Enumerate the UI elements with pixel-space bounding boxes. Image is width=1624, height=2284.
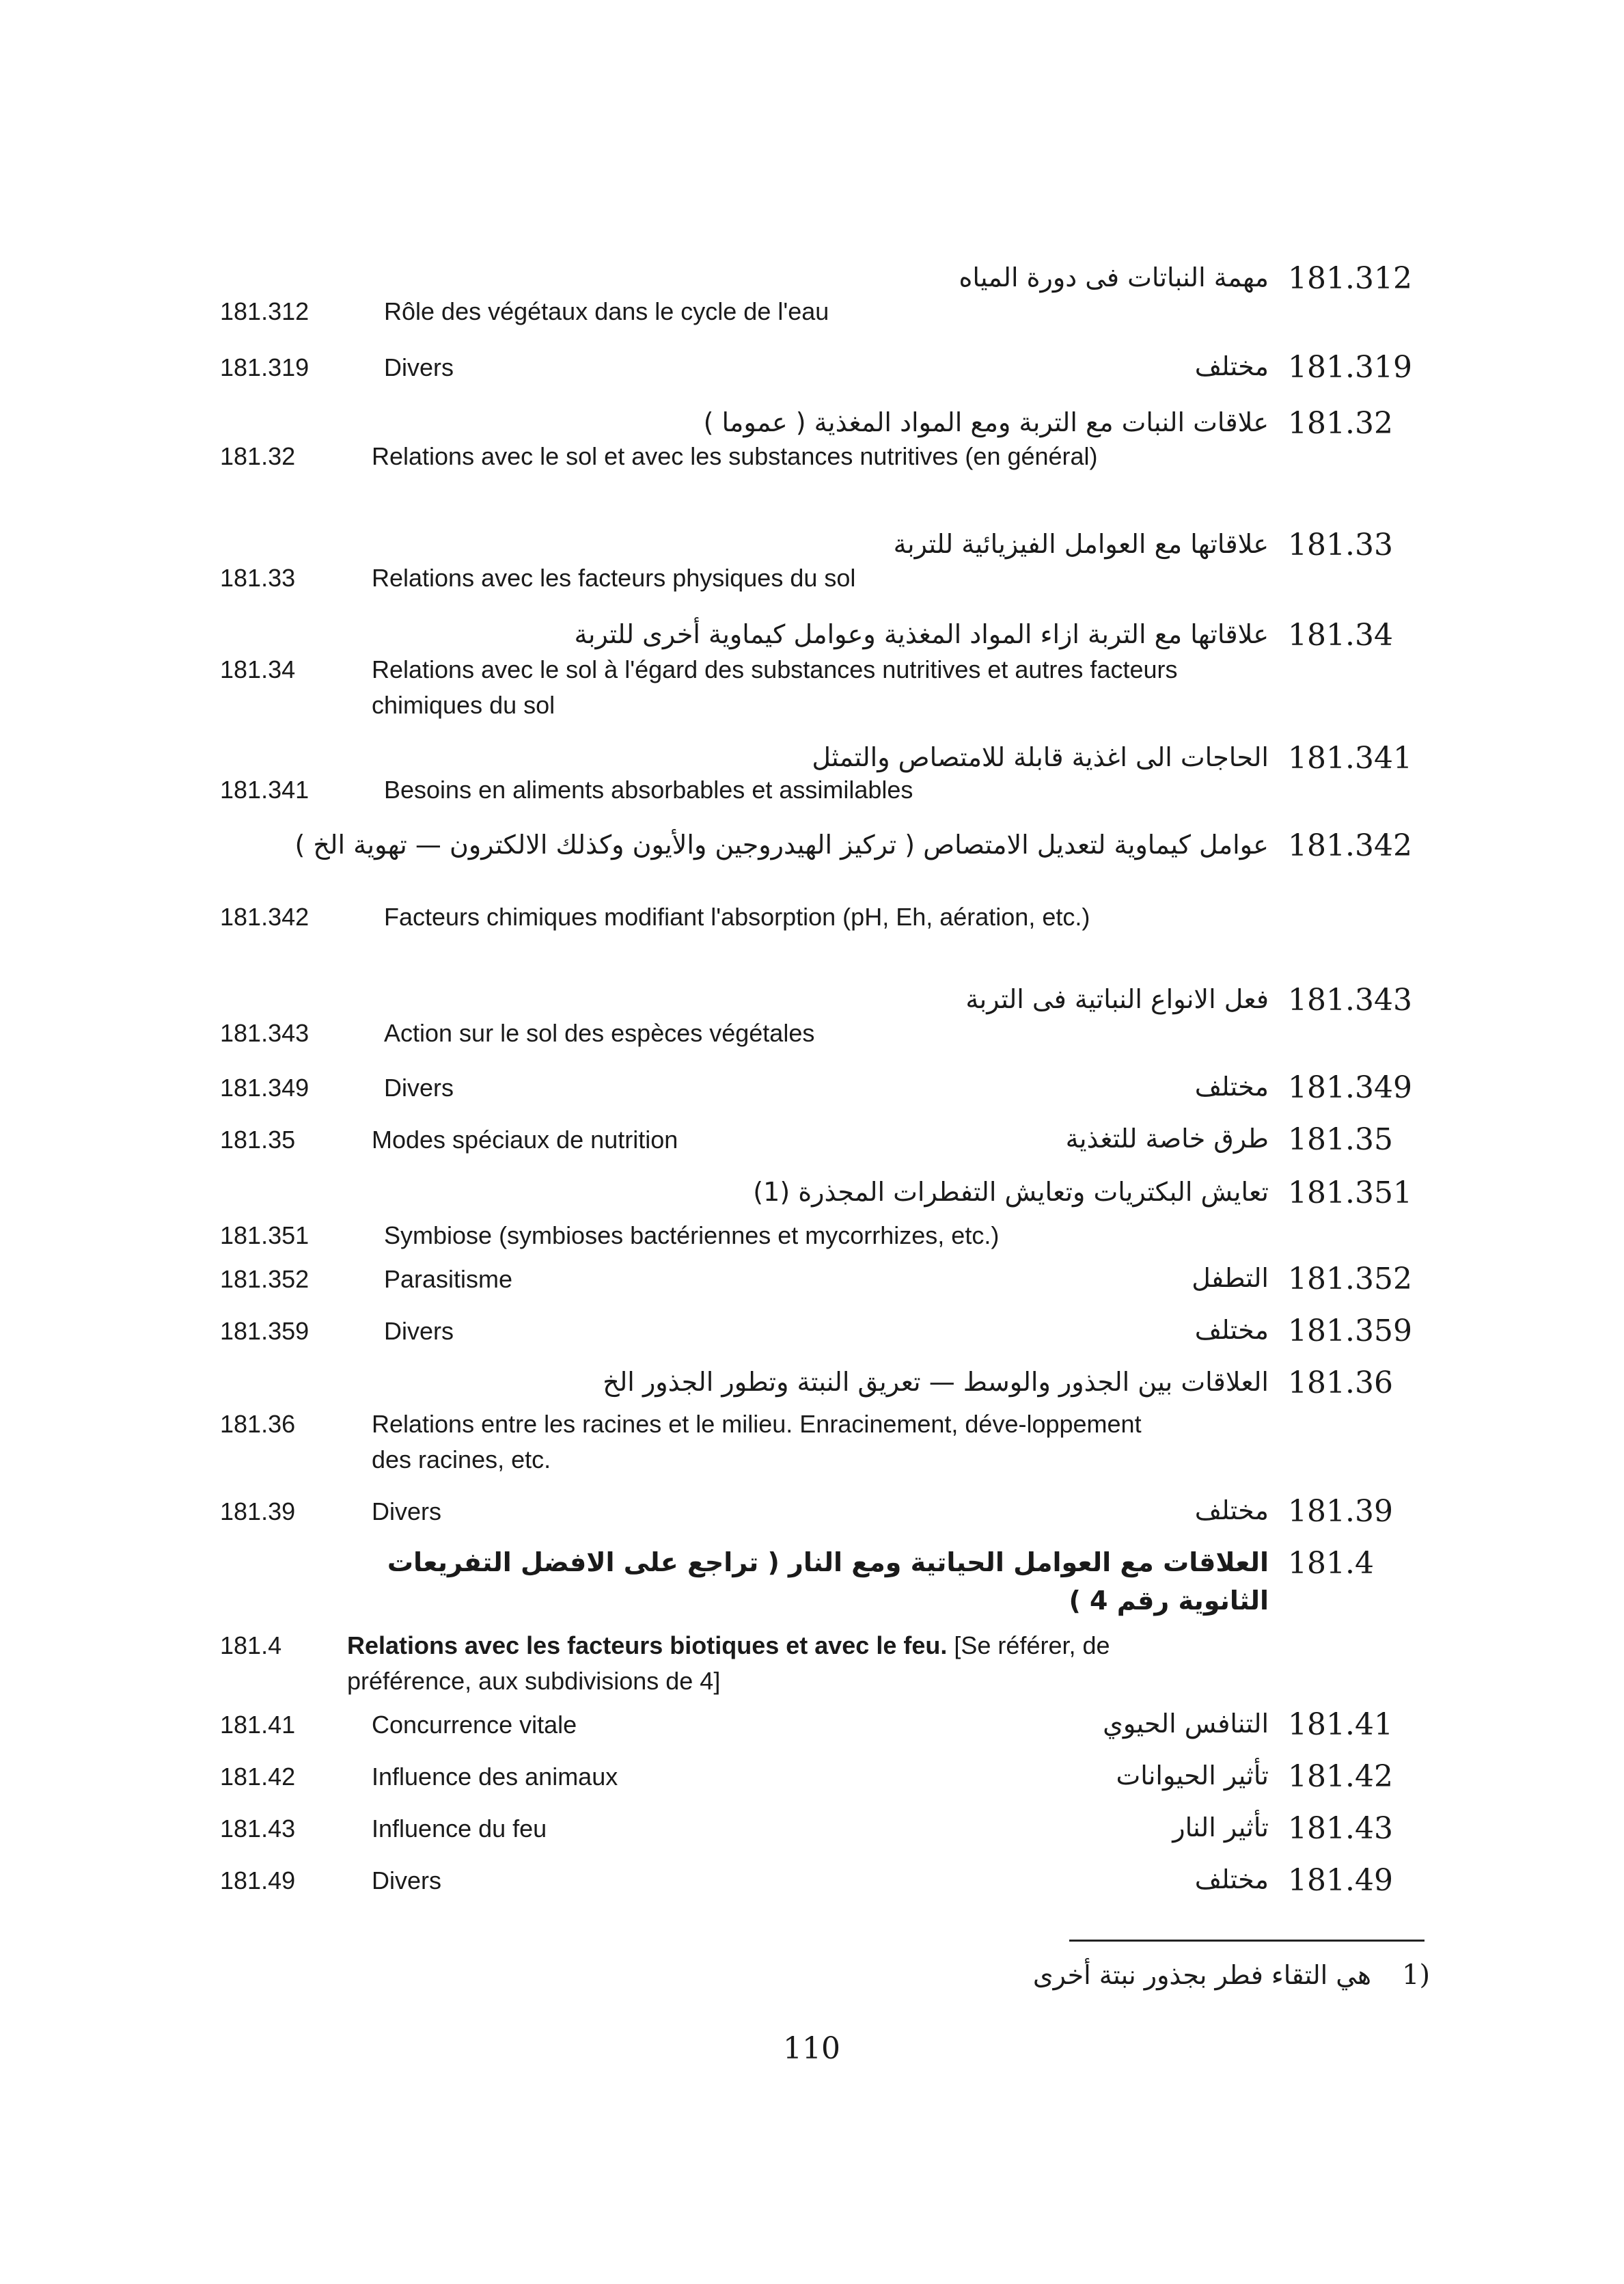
french-code: 181.359: [220, 1317, 309, 1345]
entry-181-49: [0, 1860, 1624, 1901]
french-code: 181.41: [220, 1711, 296, 1739]
french-code: 181.312: [220, 297, 309, 325]
french-text: Action sur le sol des espèces végétales: [384, 1019, 815, 1047]
arabic-text: علاقاتها مع العوامل الفيزيائية للتربة: [893, 529, 1269, 559]
footnote-text: هي التقاء فطر بجذور نبتة أخرى: [1032, 1960, 1371, 1990]
french-text: Divers: [372, 1866, 442, 1894]
french-code: 181.343: [220, 1019, 309, 1047]
arabic-text: العلاقات بين الجذور والوسط — تعريق النبتة وتطور الجذور الخ: [603, 1367, 1269, 1397]
footnote-number: 1): [1402, 1959, 1431, 1991]
french-text: Symbiose (symbioses bactériennes et mycorrhizes, etc.): [384, 1221, 1000, 1249]
french-code: 181.351: [220, 1221, 309, 1249]
french-code: 181.32: [220, 442, 296, 470]
arabic-code: 181.343: [1288, 983, 1412, 1018]
arabic-code: 181.312: [1288, 261, 1412, 296]
french-text: Parasitisme: [384, 1265, 513, 1293]
arabic-code: 181.351: [1288, 1175, 1412, 1210]
entry-181-43: [0, 1808, 1624, 1849]
arabic-code: 181.319: [1288, 350, 1412, 385]
arabic-text: مختلف: [1194, 1315, 1269, 1345]
french-code: 181.352: [220, 1265, 309, 1293]
footnote-divider: [1069, 1940, 1425, 1942]
french-text: Divers: [384, 1074, 454, 1102]
arabic-code: 181.349: [1288, 1070, 1412, 1105]
arabic-code: 181.352: [1288, 1262, 1412, 1296]
entry-181-41: [0, 1704, 1624, 1745]
french-text-block: [347, 1628, 1215, 1699]
entry-181-42: [0, 1756, 1624, 1797]
french-text: Influence des animaux: [372, 1763, 618, 1791]
french-text: [Se référer, de préférence, aux subdivisions de 4]: [347, 1631, 1110, 1695]
arabic-text: طرق خاصة للتغذية: [1065, 1124, 1269, 1154]
arabic-code: 181.4: [1288, 1546, 1374, 1581]
arabic-text: التطفل: [1192, 1263, 1269, 1293]
entry-181-359: [0, 1311, 1624, 1352]
arabic-text: تأثير الحيوانات: [1116, 1760, 1269, 1791]
french-code: 181.341: [220, 776, 309, 804]
french-text: Rôle des végétaux dans le cycle de l'eau: [384, 297, 829, 325]
french-code: 181.39: [220, 1497, 296, 1525]
french-code: 181.4: [220, 1631, 282, 1659]
arabic-text: العلاقات مع العوامل الحياتية ومع النار ( تراجع على الافضل التفريعات الثانوية رقم 4 ): [387, 1547, 1269, 1616]
arabic-code: 181.35: [1288, 1122, 1393, 1157]
arabic-code: 181.49: [1288, 1863, 1393, 1898]
french-heading: Relations avec les facteurs biotiques et avec le feu.: [347, 1631, 948, 1659]
french-text: Divers: [372, 1497, 442, 1525]
arabic-text: مختلف: [1194, 1495, 1269, 1525]
arabic-code: 181.43: [1288, 1811, 1393, 1846]
arabic-text: علاقات النبات مع التربة ومع المواد المغذية ( عموما ): [703, 407, 1269, 437]
french-code: 181.43: [220, 1814, 296, 1843]
arabic-code: 181.33: [1288, 528, 1393, 562]
french-code: 181.33: [220, 564, 296, 592]
entry-181-39: [0, 1491, 1624, 1532]
french-code: 181.42: [220, 1763, 296, 1791]
arabic-code: 181.42: [1288, 1759, 1393, 1794]
french-code: 181.319: [220, 353, 309, 381]
french-text: Relations entre les racines et le milieu. Enracinement, déve-loppement des racines, etc.: [372, 1410, 1142, 1473]
arabic-code: 181.36: [1288, 1365, 1393, 1400]
french-code: 181.36: [220, 1410, 296, 1438]
arabic-code: 181.34: [1288, 618, 1393, 653]
arabic-text: مختلف: [1194, 1072, 1269, 1102]
arabic-text: الحاجات الى اغذية قابلة للامتصاص والتمثل: [812, 742, 1269, 772]
arabic-text: عوامل كيماوية لتعديل الامتصاص ( تركيز الهيدروجين والأيون وكذلك الالكترون — تهوية الخ ): [294, 830, 1269, 860]
french-text: Influence du feu: [372, 1814, 547, 1843]
french-text: Concurrence vitale: [372, 1711, 577, 1739]
arabic-code: 181.41: [1288, 1707, 1393, 1742]
entry-181-349: [0, 1068, 1624, 1109]
arabic-code: 181.32: [1288, 406, 1393, 441]
arabic-code: 181.342: [1288, 828, 1412, 863]
entry-181-35: [0, 1119, 1624, 1160]
arabic-text: تعايش البكتريات وتعايش التفطرات المجذرة (1): [753, 1177, 1269, 1207]
french-code: 181.49: [220, 1866, 296, 1894]
french-text: Relations avec le sol à l'égard des substances nutritives et autres facteurs chimiques du sol: [372, 655, 1178, 719]
arabic-code: 181.39: [1288, 1494, 1393, 1529]
entry-181-319: [0, 347, 1624, 388]
arabic-text: التنافس الحيوي: [1103, 1709, 1269, 1739]
entry-181-352: [0, 1259, 1624, 1300]
french-text: Relations avec le sol et avec les substances nutritives (en général): [372, 442, 1098, 470]
arabic-code: 181.359: [1288, 1314, 1412, 1348]
arabic-text: مختلف: [1194, 351, 1269, 381]
arabic-text: مختلف: [1194, 1864, 1269, 1894]
french-code: 181.342: [220, 903, 309, 931]
french-text: Relations avec les facteurs physiques du sol: [372, 564, 856, 592]
arabic-code: 181.341: [1288, 741, 1412, 776]
arabic-text: فعل الانواع النباتية فى التربة: [965, 984, 1269, 1014]
french-text: Modes spéciaux de nutrition: [372, 1126, 678, 1154]
french-code: 181.34: [220, 655, 296, 683]
arabic-text: تأثير النار: [1172, 1812, 1269, 1843]
french-text: Divers: [384, 353, 454, 381]
french-code: 181.35: [220, 1126, 296, 1154]
page-number: 110: [783, 2031, 840, 2066]
french-text: Divers: [384, 1317, 454, 1345]
french-code: 181.349: [220, 1074, 309, 1102]
french-text: Besoins en aliments absorbables et assimilables: [384, 776, 913, 804]
french-text: Facteurs chimiques modifiant l'absorption (pH, Eh, aération, etc.): [384, 903, 1090, 931]
arabic-text: علاقاتها مع التربة ازاء المواد المغذية وعوامل كيماوية أخرى للتربة: [574, 619, 1269, 649]
arabic-text: مهمة النباتات فى دورة المياه: [959, 262, 1269, 293]
